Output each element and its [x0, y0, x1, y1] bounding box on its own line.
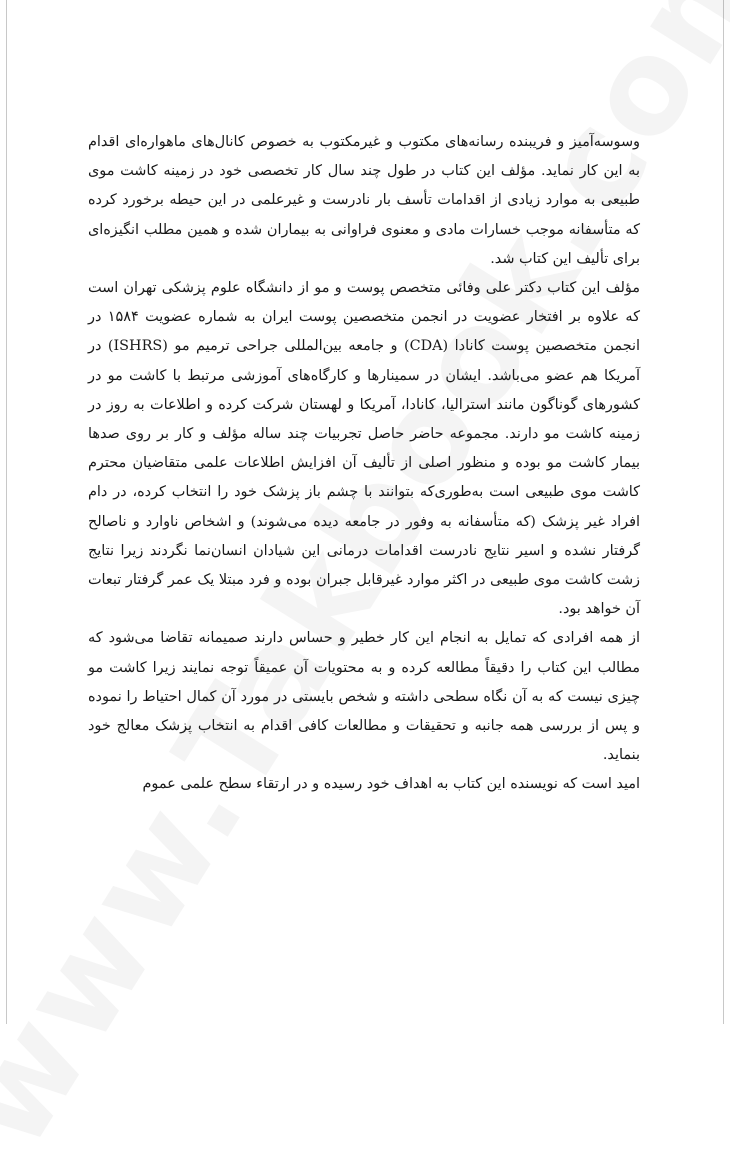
body-text [88, 128, 640, 800]
paragraph: امید است که نویسنده این کتاب به اهداف خود رسیده و در ارتقاء سطح علمی عموم [142, 776, 640, 793]
paragraph: مؤلف این کتاب دکتر علی وفائی متخصص پوست و مو از دانشگاه علوم پزشکی تهران است که علاوه بر افتخار عضویت در انجمن متخصصین پوست ایران به شماره عضویت ۱۵۸۴ در انجمن متخصصین پوست کانادا (CDA) و جامعه بین‌المللی جراحی ترمیم مو (ISHRS) در آمریکا هم عضو می‌باشد. ایشان در سمینارها و کارگاه‌های آموزشی مرتبط با کاشت مو در کشورهای گوناگون مانند استرالیا، کانادا، آمریکا و لهستان شرکت کرده و اطلاعات به روز در زمینه کاشت مو دارند. مجموعه حاضر حاصل تجربیات چند ساله مؤلف و کار بر روی صدها بیمار کاشت مو بوده و منظور اصلی از تألیف آن افزایش اطلاعات علمی متقاضیان محترم کاشت موی طبیعی است به‌طوری‌که بتوانند با چشم باز پزشک خود را انتخاب کرده، در دام افراد غیر پزشک (که متأسفانه به وفور در جامعه دیده می‌شوند) و اشخاص ناوارد و ناصالح گرفتار نشده و اسیر نتایج نادرست اقدامات درمانی این شیادان انسان‌نما نگردند زیرا نتایج زشت کاشت موی طبیعی در اکثر موارد غیرقابل جبران بوده و فرد مبتلا یک عمر گرفتار تبعات آن خواهد بود. [88, 280, 640, 618]
paragraph: از همه افرادی که تمایل به انجام این کار خطیر و حساس دارند صمیمانه تقاضا می‌شود که مطالب این کتاب را دقیقاً مطالعه کرده و به محتویات آن عمیقاً توجه نمایند زیرا کاشت مو چیزی نیست که به آن نگاه سطحی داشته و شخص بایستی در مورد آن کمال احتیاط را نموده و پس از بررسی همه جانبه و تحقیقات و مطالعات کافی اقدام به انتخاب پزشک معالج خود بنماید. [88, 630, 640, 764]
page-left-edge [6, 0, 7, 1024]
page-right-edge [723, 0, 724, 1024]
paragraph: وسوسه‌آمیز و فریبنده رسانه‌های مکتوب و غیرمکتوب به خصوص کانال‌های ماهواره‌ای اقدام به این کار نماید. مؤلف این کتاب در طول چند سال کار تخصصی خود در زمینه کاشت موی طبیعی به موارد زیادی از اقدامات تأسف بار نادرست و غیرعلمی در این حیطه برخورد کرده که متأسفانه موجب خسارات مادی و معنوی فراوانی به بیماران شده و همین مطلب انگیزه‌ای برای تألیف این کتاب شد. [88, 134, 640, 267]
